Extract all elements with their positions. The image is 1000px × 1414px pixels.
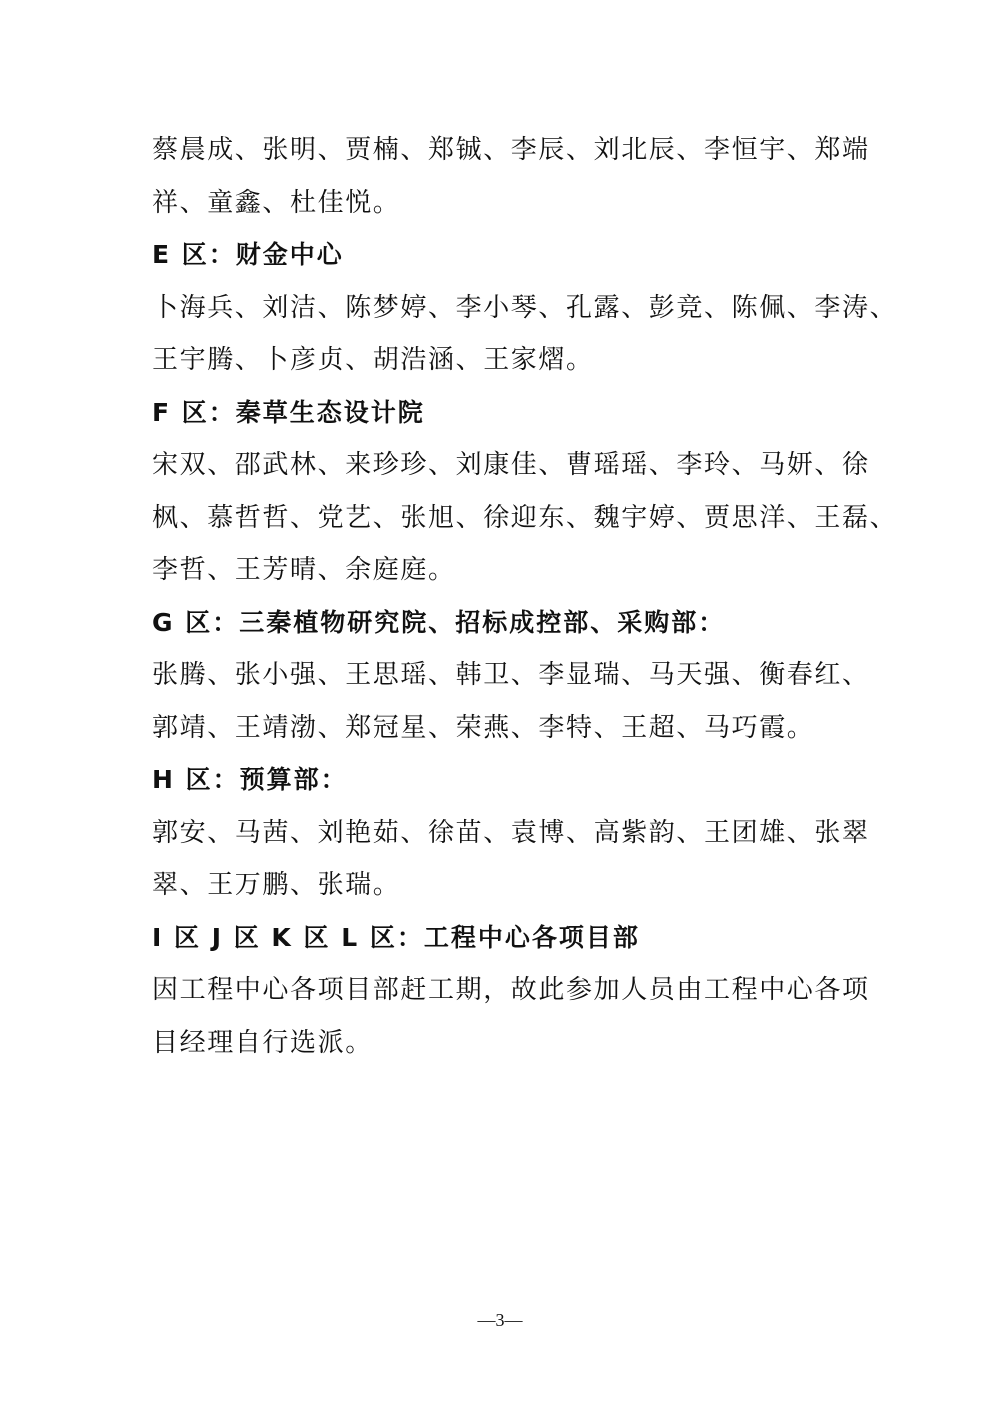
body-line: 郭靖、王靖渤、郑冠星、荣燕、李特、王超、马巧霞。 — [152, 712, 815, 743]
body-line: 枫、慕哲哲、党艺、张旭、徐迎东、魏宇婷、贾思洋、王磊、 — [152, 502, 898, 533]
body-line: 因工程中心各项目部赶工期，故此参加人员由工程中心各项 — [152, 975, 870, 1005]
document-body — [152, 124, 898, 1069]
section-heading-f: F 区：秦草生态设计院 — [152, 397, 425, 427]
page-number: —3— — [477, 1310, 523, 1330]
body-line: 郭安、马茜、刘艳茹、徐苗、袁博、高紫韵、王团雄、张翠 — [152, 817, 870, 848]
body-line: 目经理自行选派。 — [152, 1027, 373, 1058]
body-line: 祥、童鑫、杜佳悦。 — [152, 187, 401, 218]
section-heading-ijkl: I 区 J 区 K 区 L 区：工程中心各项目部 — [152, 922, 640, 952]
body-line: 李哲、王芳晴、余庭庭。 — [152, 555, 456, 585]
body-line: 蔡晨成、张明、贾楠、郑铖、李辰、刘北辰、李恒宇、郑端 — [152, 135, 870, 165]
body-line: 宋双、邵武林、来珍珍、刘康佳、曹瑶瑶、李玲、马妍、徐 — [152, 450, 870, 480]
section-heading-h: H 区：预算部： — [152, 765, 348, 794]
body-line: 王宇腾、卜彦贞、胡浩涵、王家熠。 — [152, 345, 594, 375]
section-heading-e: E 区：财金中心 — [152, 240, 344, 269]
body-line: 卜海兵、刘洁、陈梦婷、李小琴、孔露、彭竞、陈佩、李涛、 — [152, 292, 898, 323]
body-line: 翠、王万鹏、张瑞。 — [152, 870, 401, 900]
section-heading-g: G 区：三秦植物研究院、招标成控部、采购部： — [152, 607, 726, 637]
body-line: 张腾、张小强、王思瑶、韩卫、李显瑞、马天强、衡春红、 — [152, 660, 870, 690]
